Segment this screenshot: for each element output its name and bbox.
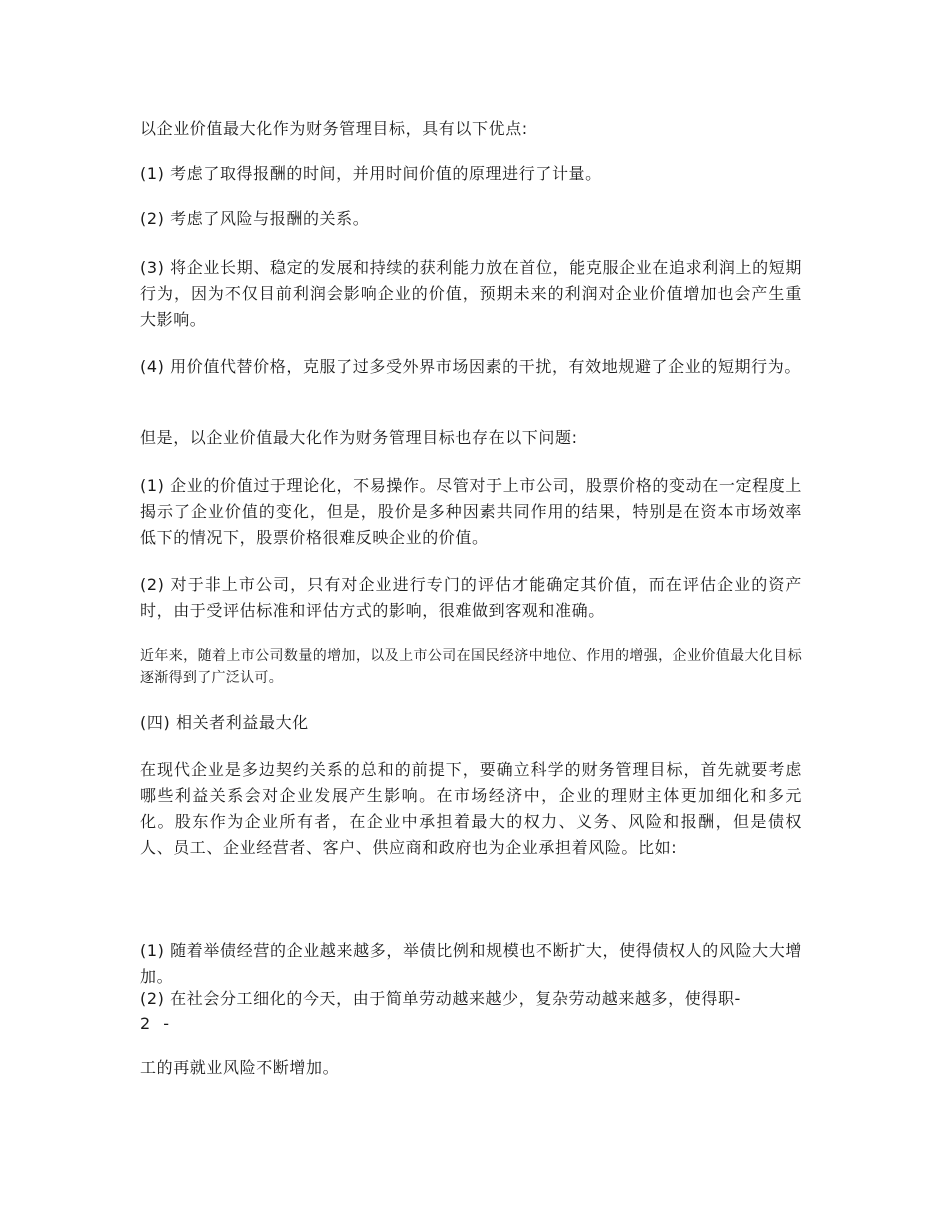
paragraph-intro: 以企业价值最大化作为财务管理目标，具有以下优点:: [140, 119, 528, 138]
paragraph-advantage-4: (4) 用价值代替价格，克服了过多受外界市场因素的干扰，有效地规避了企业的短期行为。: [140, 357, 801, 376]
paragraph-example-1: (1) 随着举债经营的企业越来越多，举债比例和规模也不断扩大，使得债权人的风险大大增加。: [140, 941, 802, 986]
paragraph-advantage-3: (3) 将企业长期、稳定的发展和持续的获利能力放在首位，能克服企业在追求利润上的短期行为，因为不仅目前利润会影响企业的价值，预期未来的利润对企业价值增加也会产生重大影响。: [140, 258, 802, 329]
paragraph-problem-2: (2) 对于非上市公司，只有对企业进行专门的评估才能确定其价值，而在评估企业的资产时，由于受评估标准和评估方式的影响，很难做到客观和准确。: [140, 575, 802, 620]
paragraph-problems-intro: 但是，以企业价值最大化作为财务管理目标也存在以下问题:: [140, 428, 578, 447]
paragraph-stakeholders: 在现代企业是多边契约关系的总和的前提下，要确立科学的财务管理目标，首先就要考虑哪些利益关系会对企业发展产生影响。在市场经济中，企业的理财主体更加细化和多元化。股东作为企业所有者，在企业中承担着最大的权力、义务、风险和报酬，但是债权人、员工、企业经营者、客户、供应商和政府也为企业承担着风险。比如:: [140, 760, 802, 857]
paragraph-advantage-1: (1) 考虑了取得报酬的时间，并用时间价值的原理进行了计量。: [140, 164, 602, 183]
paragraph-example-2: (2) 在社会分工细化的今天，由于简单劳动越来越少，复杂劳动越来越多，使得职-: [140, 989, 741, 1008]
paragraph-problem-1: (1) 企业的价值过于理论化，不易操作。尽管对于上市公司，股票价格的变动在一定程度上揭示了企业价值的变化，但是，股价是多种因素共同作用的结果，特别是在资本市场效率低下的情况下，股票价格很难反映企业的价值。: [140, 476, 802, 547]
paragraph-advantage-2: (2) 考虑了风险与报酬的关系。: [140, 209, 370, 228]
section-heading: (四) 相关者利益最大化: [140, 713, 309, 732]
paragraph-continuation: 工的再就业风险不断增加。: [140, 1058, 340, 1077]
page-number: 2 -: [140, 1014, 174, 1033]
paragraph-recent-years: 近年来，随着上市公司数量的增加，以及上市公司在国民经济中地位、作用的增强，企业价值最大化目标逐渐得到了广泛认可。: [140, 648, 802, 686]
